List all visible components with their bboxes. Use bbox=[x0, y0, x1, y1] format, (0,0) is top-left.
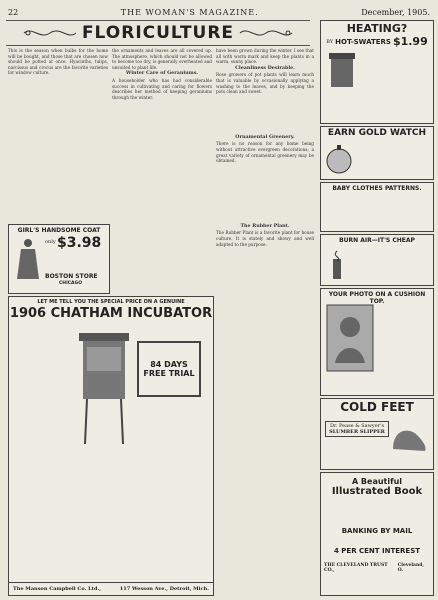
coat-store: BOSTON STORE bbox=[45, 273, 98, 280]
heating-price: $1.99 bbox=[392, 35, 428, 48]
watch-headline: EARN GOLD WATCH bbox=[327, 128, 427, 138]
incubator-address: 117 Wesson Ave., Detroit, Mich. bbox=[119, 586, 209, 592]
ad-cold-feet bbox=[320, 398, 434, 470]
portrait-cushion-icon bbox=[325, 303, 375, 373]
ad-gold-watch bbox=[320, 126, 434, 180]
coat-only-label: only bbox=[45, 239, 56, 245]
ad-burn-air bbox=[320, 234, 434, 286]
article-column-3 bbox=[216, 48, 314, 592]
coat-price: $3.98 bbox=[57, 235, 102, 251]
banking-by-mail: BANKING BY MAIL bbox=[341, 527, 413, 535]
burn-headline: BURN AIR—IT'S CHEAP bbox=[339, 237, 415, 244]
article-paragraph: the ornaments and leaves are all covered up. The atmosphere, which should not be allowed to become too dry, is generally overheated and unsuited to plant life. bbox=[112, 48, 212, 70]
article-paragraph: have been grown during the winter. I see that all with worm mark and keep the plants in a warm, sunny place. bbox=[216, 48, 314, 65]
article-paragraph: Rose growers of pot plants will learn much that is valuable by occasionally applying a washing to the leaves, and by keeping the pots clean and sweet. bbox=[216, 72, 314, 95]
heating-headline: HEATING? bbox=[346, 22, 408, 35]
badge-trial: FREE TRIAL bbox=[143, 369, 195, 378]
cushion-headline: YOUR PHOTO ON A CUSHION TOP. bbox=[328, 291, 426, 305]
free-trial-badge bbox=[137, 341, 201, 397]
incubator-footer bbox=[9, 582, 213, 595]
incubator-headline: 1906 CHATHAM INCUBATOR bbox=[9, 306, 213, 321]
incubator-illustration-icon bbox=[75, 329, 133, 449]
subheading-ornamental: Ornamental Greenery. bbox=[235, 133, 295, 140]
article-paragraph: The Rubber Plant is a favorite plant for house culture. It is stately and showy and well adapted to the purpose. bbox=[216, 230, 314, 247]
cold-headline: COLD FEET bbox=[340, 400, 414, 414]
slipper-brand: Dr. Pease & Sawyer's bbox=[329, 423, 385, 429]
page-number: 22 bbox=[8, 7, 19, 17]
slipper-brand-box bbox=[325, 421, 389, 437]
section-banner bbox=[6, 20, 310, 46]
bank-name: THE CLEVELAND TRUST CO., bbox=[324, 563, 388, 573]
scroll-ornament-left-icon bbox=[22, 26, 78, 40]
incubator-copy bbox=[12, 327, 72, 577]
subheading-rubber: The Rubber Plant. bbox=[240, 222, 290, 229]
subheading-winter-care: Winter Care of Geraniums. bbox=[125, 70, 199, 77]
bank-city: Cleveland, O. bbox=[397, 563, 424, 573]
heating-by: BY bbox=[326, 38, 334, 45]
article-column-1 bbox=[8, 48, 108, 218]
slipper-name: SLUMBER SLIPPER bbox=[329, 429, 385, 435]
article-paragraph: This is the season when bulbs for the home will be bought, and those that are chosen now should be potted at once. Hyacinths, tulips, narcissus and crocus are the favorite varieties for window culture. bbox=[8, 48, 108, 76]
burner-icon bbox=[327, 249, 347, 281]
article-paragraph: A householder who has had considerable success in cultivating and caring for flowers describes her method of keeping geraniums through the winter. bbox=[112, 77, 212, 100]
badge-days: 84 DAYS bbox=[150, 360, 188, 369]
incubator-company: The Manson Campbell Co. Ltd., bbox=[13, 586, 101, 592]
slipper-icon bbox=[389, 421, 429, 457]
ad-bank bbox=[320, 472, 434, 596]
ad-girls-coat bbox=[8, 224, 110, 294]
book-headline-2: Illustrated Book bbox=[331, 486, 423, 497]
heating-brand: HOT-SWATERS bbox=[335, 37, 391, 46]
ad-photo-cushion bbox=[320, 288, 434, 396]
coat-city: CHICAGO bbox=[59, 281, 83, 286]
interest-rate: 4 PER CENT INTEREST bbox=[333, 547, 421, 555]
ad-heating bbox=[320, 20, 434, 124]
book-headline-1: A Beautiful bbox=[351, 477, 403, 486]
section-title: FLORICULTURE bbox=[81, 23, 235, 43]
ad-baby-patterns bbox=[320, 182, 434, 232]
bank-footer bbox=[321, 561, 433, 575]
article-paragraph: There is no reason for any home being without attractive evergreen decorations; a great variety of ornamental greenery may be obtained. bbox=[216, 141, 314, 164]
ad-incubator bbox=[8, 296, 214, 596]
issue-date: December, 1905. bbox=[361, 7, 430, 17]
girl-in-coat-icon bbox=[15, 237, 41, 281]
incubator-copy-2 bbox=[75, 455, 209, 573]
subheading-cleanliness: Cleanliness Desirable. bbox=[235, 64, 295, 71]
coat-headline: GIRL'S HANDSOME COAT bbox=[17, 227, 101, 234]
running-header bbox=[8, 6, 430, 18]
heater-illustration-icon bbox=[325, 51, 359, 91]
scroll-ornament-right-icon bbox=[238, 26, 294, 40]
baby-headline: BABY CLOTHES PATTERNS. bbox=[332, 185, 422, 192]
magazine-name: THE WOMAN'S MAGAZINE. bbox=[120, 7, 259, 17]
article-column-2 bbox=[112, 48, 212, 292]
incubator-lead: LET ME TELL YOU THE SPECIAL PRICE ON A GENUINE bbox=[37, 299, 185, 305]
pocket-watch-icon bbox=[325, 143, 353, 175]
